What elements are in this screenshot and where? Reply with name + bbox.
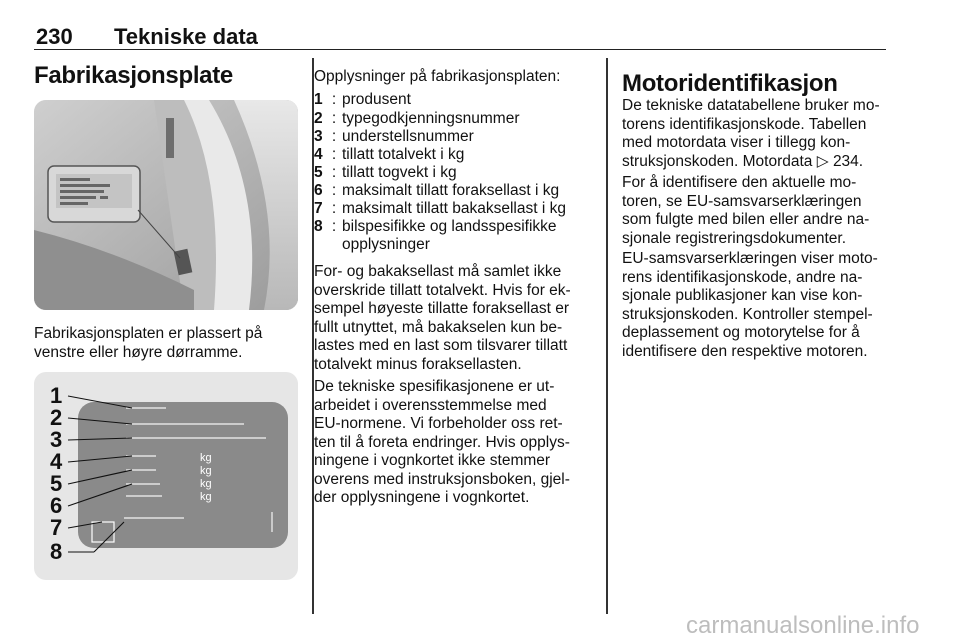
text-line: For- og bakaksellast må samlet ikke xyxy=(314,263,562,280)
header-rule xyxy=(34,49,886,50)
section-title-motoridentifikasjon: Motoridentifikasjon xyxy=(622,70,838,97)
plate-unit-kg: kg xyxy=(200,478,212,490)
list-item: 6 : maksimalt tillatt foraksellast i kg xyxy=(314,182,560,199)
list-item: 3 : understellsnummer xyxy=(314,128,474,145)
list-item: 2 : typegodkjenningsnummer xyxy=(314,110,520,127)
plate-diagram xyxy=(34,372,298,580)
list-item: 1 : produsent xyxy=(314,91,411,108)
callout-4: 4 xyxy=(50,449,63,474)
callout-1: 1 xyxy=(50,383,63,408)
item-text: tillatt totalvekt i kg xyxy=(342,146,465,163)
text-line: sjonale publikasjoner kan vise kon- xyxy=(622,287,863,304)
text-line: fullt utnyttet, må bakakselen kun be- xyxy=(314,318,563,336)
text-line: der opplysningene i vognkortet. xyxy=(314,489,530,506)
plate-figure xyxy=(34,372,298,580)
text-line: med motordata viser i tillegg kon- xyxy=(622,134,851,151)
caption-line-2: venstre eller høyre dørramme. xyxy=(34,344,243,361)
text-line: som fulgte med bilen eller andre na- xyxy=(622,211,870,228)
item-text: bilspesifikke og landsspesifikke xyxy=(342,218,557,235)
para-axle-load xyxy=(314,263,571,374)
text-line: identifisere den respektive motoren. xyxy=(622,342,868,360)
item-text: maksimalt tillatt bakaksellast i kg xyxy=(342,200,566,217)
item-number: 2 xyxy=(314,110,323,127)
watermark: carmanualsonline.info xyxy=(686,612,920,639)
item-number: 1 xyxy=(314,91,323,108)
caption-line-1: Fabrikasjonsplaten er plassert på xyxy=(34,325,263,342)
item-number: 7 xyxy=(314,200,323,217)
item-number: 3 xyxy=(314,128,323,145)
text-line: ten til å foreta endringer. Hvis opplys- xyxy=(314,433,570,451)
text-line: lastes med en last som tilsvarer tillatt xyxy=(314,337,568,354)
column-divider-right xyxy=(606,58,608,614)
engine-data-link[interactable]: struksjonskoden. Motordata ▷ 234. xyxy=(622,152,864,170)
text-line: EU-normene. Vi forbeholder oss ret- xyxy=(314,415,563,432)
list-item: 5 : tillatt togvekt i kg xyxy=(314,164,457,181)
callout-7: 7 xyxy=(50,515,63,540)
item-text: tillatt togvekt i kg xyxy=(342,164,457,181)
item-text: typegodkjenningsnummer xyxy=(342,110,520,127)
para-specifications xyxy=(314,378,570,508)
door-frame-illustration xyxy=(34,100,298,310)
text-line: De tekniske datatabellene bruker mo- xyxy=(622,97,880,114)
text-line: overens med instruksjonsboken, gjel- xyxy=(314,470,570,488)
page-number: 230 xyxy=(36,24,73,49)
callout-6: 6 xyxy=(50,493,63,518)
para-engine-tables xyxy=(622,97,880,171)
text-line: totalvekt minus foraksellasten. xyxy=(314,355,522,373)
plate-unit-kg: kg xyxy=(200,465,212,477)
plate-unit-kg: kg xyxy=(200,452,212,464)
text-line: For å identifisere den aktuelle mo- xyxy=(622,174,857,191)
item-text: maksimalt tillatt foraksellast i kg xyxy=(342,182,560,199)
text-line: struksjonskoden. Kontroller stempel- xyxy=(622,305,873,323)
callout-2: 2 xyxy=(50,405,63,430)
list-item-continuation: opplysninger xyxy=(342,236,430,253)
item-number: 6 xyxy=(314,182,323,199)
text-line: ningene i vognkortet ikke stemmer xyxy=(314,452,551,469)
text-line: torens identifikasjonskode. Tabellen xyxy=(622,115,867,133)
text-line: sempel høyeste tillatte foraksellast er xyxy=(314,300,569,317)
item-text: understellsnummer xyxy=(342,128,474,145)
list-item: 8 : bilspesifikke og landsspesifikke xyxy=(314,218,557,235)
item-number: 5 xyxy=(314,164,323,181)
list-item: 4 : tillatt totalvekt i kg xyxy=(314,146,465,163)
item-number: 4 xyxy=(314,146,323,163)
para-conformity xyxy=(622,250,878,361)
callout-3: 3 xyxy=(50,427,63,452)
text-line: EU-samsvarserklæringen viser moto- xyxy=(622,250,878,267)
door-frame-photo xyxy=(34,100,298,310)
section-title-fabrikasjonsplate: Fabrikasjonsplate xyxy=(34,62,233,89)
text-line: sjonale registreringsdokumenter. xyxy=(622,229,847,247)
text-line: rens identifikasjonskode, andre na- xyxy=(622,268,863,286)
text-line: toren, se EU-samsvarserklæringen xyxy=(622,192,862,210)
list-item: 7 : maksimalt tillatt bakaksellast i kg xyxy=(314,200,566,217)
item-text: produsent xyxy=(342,91,411,108)
callout-5: 5 xyxy=(50,471,63,496)
plate-unit-kg: kg xyxy=(200,491,212,503)
callout-8: 8 xyxy=(50,539,63,564)
text-line: De tekniske spesifikasjonene er ut- xyxy=(314,378,555,395)
item-number: 8 xyxy=(314,218,323,235)
text-line: overskride tillatt totalvekt. Hvis for ek- xyxy=(314,281,571,299)
para-identify-engine xyxy=(622,174,869,248)
text-line: arbeidet i overensstemmelse med xyxy=(314,396,547,414)
running-title: Tekniske data xyxy=(114,24,258,49)
text-line: deplassement og motorytelse for å xyxy=(622,324,860,341)
list-intro: Opplysninger på fabrikasjonsplaten: xyxy=(314,68,561,85)
